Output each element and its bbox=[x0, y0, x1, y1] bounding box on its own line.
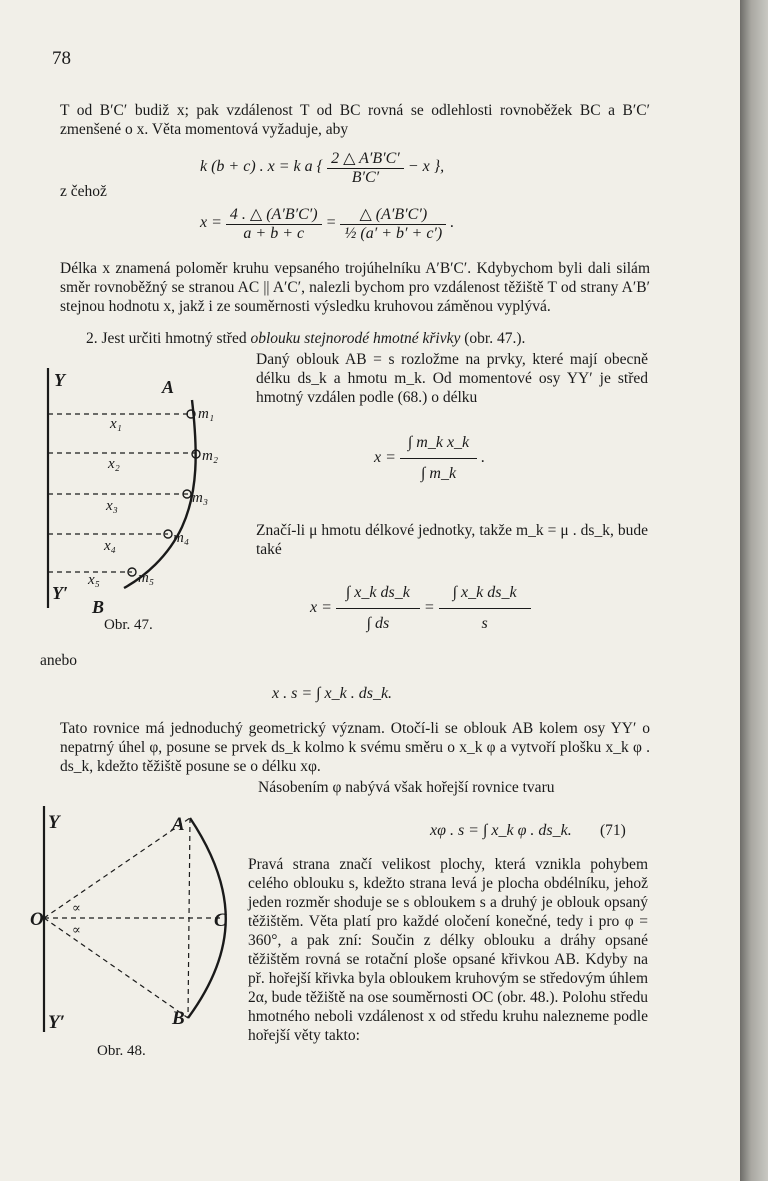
fig47-label-m3: m₃ bbox=[192, 490, 209, 506]
equation-radius bbox=[200, 204, 454, 243]
eq2-num-1: 4 . △ (A′B′C′) bbox=[229, 206, 318, 223]
fig47-mass-circles bbox=[128, 410, 200, 576]
eq4-num-2: ∫ x_k ds_k bbox=[452, 584, 517, 601]
paragraph-3: Daný oblouk AB = s rozložme na prvky, které mají obecně délku ds_k a hmotu m_k. Od momentové osy YY′ je střed hmotný vzdálen podle (68.) o délku bbox=[256, 351, 648, 406]
fig48-label-b: B bbox=[172, 1008, 185, 1029]
page-edge-shadow bbox=[740, 0, 768, 1181]
paragraph-5: Tato rovnice má jednoduchý geometrický význam. Otočí-li se oblouk AB kolem osy YY′ o nepatrný úhel φ, posune se prvek ds_k kolmo k svému směru o x_k φ a vytvoří plošku x_k φ . ds_k, kdežto těžiště posune se o délku xφ. bbox=[60, 720, 650, 775]
fig47-label-y-prime: Y′ bbox=[52, 583, 69, 603]
fig47-label-m1: m₁ bbox=[198, 406, 215, 422]
fig48-radius-oa bbox=[44, 818, 190, 918]
eq1-tail: − x }, bbox=[407, 158, 445, 176]
eq4-num-1: ∫ x_k ds_k bbox=[345, 584, 410, 601]
fig48-label-y-prime: Y′ bbox=[48, 1012, 65, 1033]
equation-product: x . s = ∫ x_k . ds_k. bbox=[272, 685, 393, 702]
page-number: 78 bbox=[52, 48, 71, 69]
equation-number-71: (71) bbox=[600, 822, 626, 839]
fig47-label-m5: m₅ bbox=[138, 570, 155, 586]
fig47-dashed-lines bbox=[48, 414, 196, 572]
fig47-label-m2: m₂ bbox=[202, 448, 219, 464]
paragraph-7: Pravá strana značí velikost plochy, která vznikla pohybem celého oblouku s, kdežto strana levá je plocha obdélníku, jehož jeden rozměr shoduje se s obloukem s a druhý je oblouk opsaný těžištěm. Věta platí pro každé oločení konečné, tedy i pro φ = 360°, a pak zní: Součin z délky oblouku a dráhy opsané těžištěm rovná se rotační ploše opsané křivkou AB. Kdyby na př. hořejší křivka byla obloukem kruhovým se středovým úhlem 2α, bude těžiště na ose souměrnosti OC (obr. 48.). Polohu středu hmotného neboli vzdálenost x od středu kruhu nalezneme podle hořejší věty takto: bbox=[248, 856, 648, 1044]
label-z-cehoz: z čehož bbox=[60, 183, 107, 200]
eq3-denominator: ∫ m_k bbox=[400, 458, 477, 489]
equation-moment bbox=[200, 148, 444, 187]
figure-47-caption: Obr. 47. bbox=[104, 617, 153, 633]
item-2-emphasis: oblouku stejnorodé hmotné křivky bbox=[250, 330, 461, 347]
fig48-label-alpha-2: ∝ bbox=[72, 922, 81, 937]
eq4-fraction-1 bbox=[336, 578, 420, 639]
item-2-heading bbox=[86, 330, 525, 348]
figure-47 bbox=[40, 362, 250, 622]
eq2-end: . bbox=[450, 214, 455, 232]
fig48-label-c: C bbox=[214, 910, 227, 931]
eq2-fraction-1 bbox=[226, 204, 322, 243]
eq1-denominator: B′C′ bbox=[327, 168, 404, 187]
fig47-label-a: A bbox=[162, 377, 175, 397]
fig47-label-x5: x₅ bbox=[88, 572, 100, 588]
fig48-radius-ob bbox=[44, 918, 188, 1018]
fig48-label-a: A bbox=[172, 814, 185, 835]
fig47-label-y: Y bbox=[54, 370, 65, 390]
eq4-lhs: x = bbox=[310, 599, 332, 617]
fig48-label-y: Y bbox=[48, 812, 60, 833]
eq2-den-2: ½ (a′ + b′ + c′) bbox=[340, 224, 446, 243]
paragraph-6: Násobením φ nabývá však hořejší rovnice tvaru bbox=[258, 779, 555, 796]
paragraph-4: Značí-li μ hmotu délkové jednotky, takže m_k = μ . ds_k, bude také bbox=[256, 522, 648, 558]
item-2-tail: (obr. 47.). bbox=[460, 330, 526, 347]
fig47-label-m4: m₄ bbox=[173, 530, 190, 546]
figure-48 bbox=[28, 800, 248, 1040]
eq2-lhs: x = bbox=[200, 214, 222, 232]
eq3-end: . bbox=[481, 449, 486, 467]
fig47-label-x2: x₂ bbox=[108, 456, 120, 472]
fig47-label-x3: x₃ bbox=[106, 498, 118, 514]
eq3-fraction bbox=[400, 428, 477, 489]
figure-48-caption: Obr. 48. bbox=[97, 1043, 146, 1059]
eq1-lhs: k (b + c) . x = k a { bbox=[200, 158, 324, 176]
eq1-fraction bbox=[327, 148, 404, 187]
eq2-mid: = bbox=[325, 214, 337, 232]
equation-x-length bbox=[310, 578, 531, 639]
fig47-label-x1: x₁ bbox=[110, 416, 122, 432]
eq4-mid: = bbox=[423, 599, 435, 617]
paragraph-2: Délka x znamená poloměr kruhu vepsaného trojúhelníku A′B′C′. Kdybychom byli dali silám směr rovnoběžný se stranou AC || A′C′, nalezli bychom pro vzdálenost těžiště T od strany A′B′ stejnou hodnotu x, jakž i ze souměrnosti výsledku kruhovou záměnou vyplývá. bbox=[60, 260, 650, 315]
eq3-numerator: ∫ m_k x_k bbox=[407, 434, 470, 451]
fig47-label-x4: x₄ bbox=[104, 538, 116, 554]
equation-x-mass bbox=[374, 428, 485, 489]
eq1-numerator: 2 △ A′B′C′ bbox=[331, 150, 400, 167]
eq4-fraction-2 bbox=[439, 578, 531, 639]
eq4-den-2: s bbox=[439, 608, 531, 639]
eq2-den-1: a + b + c bbox=[226, 224, 322, 243]
item-2-lead: 2. Jest určiti hmotný střed bbox=[86, 330, 251, 347]
fig48-label-o: O bbox=[30, 909, 44, 930]
equation-71: xφ . s = ∫ x_k φ . ds_k. bbox=[430, 822, 572, 839]
label-anebo: anebo bbox=[40, 652, 78, 669]
fig48-label-alpha-1: ∝ bbox=[72, 900, 81, 915]
eq4-den-1: ∫ ds bbox=[336, 608, 420, 639]
eq2-fraction-2 bbox=[340, 204, 446, 243]
eq2-num-2: △ (A′B′C′) bbox=[359, 206, 428, 223]
paragraph-1: T od B′C′ budiž x; pak vzdálenost T od BC rovná se odlehlosti rovnoběžek BC a B′C′ zmenšené o x. Věta momentová vyžaduje, aby bbox=[60, 102, 650, 138]
fig47-label-b: B bbox=[92, 597, 105, 617]
eq3-lhs: x = bbox=[374, 449, 396, 467]
